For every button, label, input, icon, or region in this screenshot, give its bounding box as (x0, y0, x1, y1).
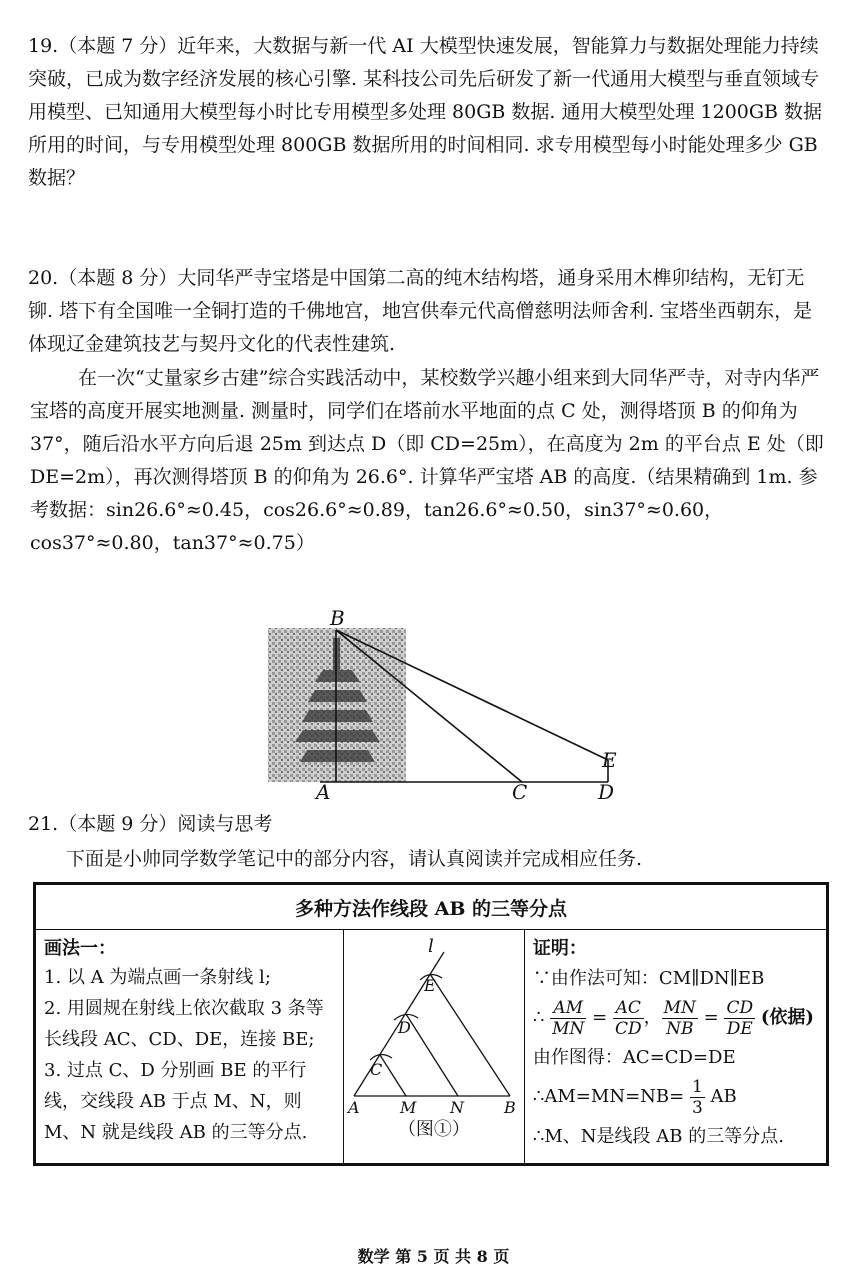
proof-line-2: ∴ $\frac{AM}{MN}$ = $\frac{AC}{CD}$ ， $\frac{MN}{NB}$ = $\frac{CD}{DE}$ (依据) (532, 997, 814, 1039)
figure-cell (343, 930, 524, 1165)
label-ray-l: l (427, 936, 434, 957)
figure-caption: （图①） (397, 1119, 470, 1140)
label-D: D (598, 780, 615, 804)
method-cell (35, 930, 344, 1165)
label-M: M (399, 1098, 417, 1117)
label-C: C (512, 780, 528, 804)
pagoda-diagram (260, 612, 630, 807)
question-20-problem: 在一次“丈量家乡古建”综合实践活动中，某校数学兴趣小组来到大同华严寺，对寺内华严宝塔的高度开展实地测量. 测量时，同学们在塔前水平地面的点 C 处，测得塔顶 B 的仰角为 37°，随后沿水平方向后退 25m 到达点 D（即 CD=25m），在高度为 2m 的平台点 E 处（即 DE=2m），再次测得塔顶 B 的仰角为 26.6°. 计算华严宝塔 AB 的高度.（结果精确到 1m. 参考数据：sin26.6°≈0.45，cos26.6°≈0.89，tan26.6°≈0.50，sin37°≈0.60，cos37°≈0.80，tan37°≈0.75） (30, 367, 824, 554)
label-A: A (316, 780, 331, 804)
label-D2: D (397, 1018, 411, 1037)
proof-cell (524, 930, 827, 1165)
question-21-intro: 下面是小帅同学数学笔记中的部分内容，请认真阅读并完成相应任务. (66, 848, 643, 870)
label-B: B (330, 606, 345, 630)
question-20-intro: 20.（本题 8 分）大同华严寺宝塔是中国第二高的纯木结构塔，通身采用木榫卯结构，无钉无铆. 塔下有全国唯一全铜打造的千佛地宫，地宫供奉元代高僧慈明法师舍利. 宝塔坐西朝东，是体现辽金建筑技艺与契丹文化的代表性建筑. (28, 267, 813, 355)
method-title: 画法一： (44, 938, 116, 959)
proof-line-5: ∴M、N是线段 AB 的三等分点. (532, 1126, 784, 1147)
label-E2: E (423, 976, 436, 995)
proof-line-4: ∴AM=MN=NB= $\frac{1}{3}$ AB (532, 1076, 737, 1118)
fraction-cd-de: $\frac{CD}{DE}$ (726, 997, 754, 1039)
fraction-am-mn: $\frac{AM}{MN}$ (552, 997, 585, 1039)
method-step-3: 3. 过点 C、D 分别画 BE 的平行线，交线段 AB 于点 M、N，则 M、N 就是线段 AB 的三等分点. (44, 1060, 308, 1143)
method-step-2: 2. 用圆规在射线上依次截取 3 条等长线段 AC、CD、DE，连接 BE; (44, 998, 324, 1050)
notes-table-title: 多种方法作线段 AB 的三等分点 (35, 884, 828, 930)
notes-table (33, 882, 829, 1166)
label-N: N (449, 1098, 464, 1117)
pagoda-figure (260, 606, 630, 807)
method-step-1: 1. 以 A 为端点画一条射线 l; (44, 967, 271, 988)
label-E: E (602, 748, 617, 772)
basis-placeholder: (依据) (760, 1007, 814, 1028)
proof-title: 证明： (532, 938, 587, 959)
page-footer: 数学 第 5 页 共 8 页 (357, 1247, 510, 1266)
label-A2: A (347, 1098, 360, 1117)
fraction-ac-cd: $\frac{AC}{CD}$ (614, 997, 642, 1039)
proof-line-3: 由作图得：AC=CD=DE (532, 1047, 736, 1068)
label-B2: B (503, 1098, 516, 1117)
question-19: 19.（本题 7 分）近年来，大数据与新一代 AI 大模型快速发展，智能算力与数据处理能力持续突破，已成为数字经济发展的核心引擎. 某科技公司先后研发了新一代通用大模型与垂直领域专用模型、已知通用大模型每小时比专用模型多处理 80GB 数据. 通用大模型处理 1200GB 数据所用的时间，与专用模型处理 800GB 数据所用的时间相同. 求专用模型每小时能处理多少 GB 数据？ (28, 35, 823, 189)
fraction-mn-nb: $\frac{MN}{NB}$ (663, 997, 696, 1039)
proof-line-1: ∵由作法可知：CM∥DN∥EB (532, 968, 765, 989)
trisection-diagram (348, 944, 518, 1104)
label-C2: C (369, 1060, 383, 1079)
fraction-one-third: $\frac{1}{3}$ (691, 1076, 703, 1118)
question-21-header: 21.（本题 9 分）阅读与思考 (28, 813, 273, 835)
